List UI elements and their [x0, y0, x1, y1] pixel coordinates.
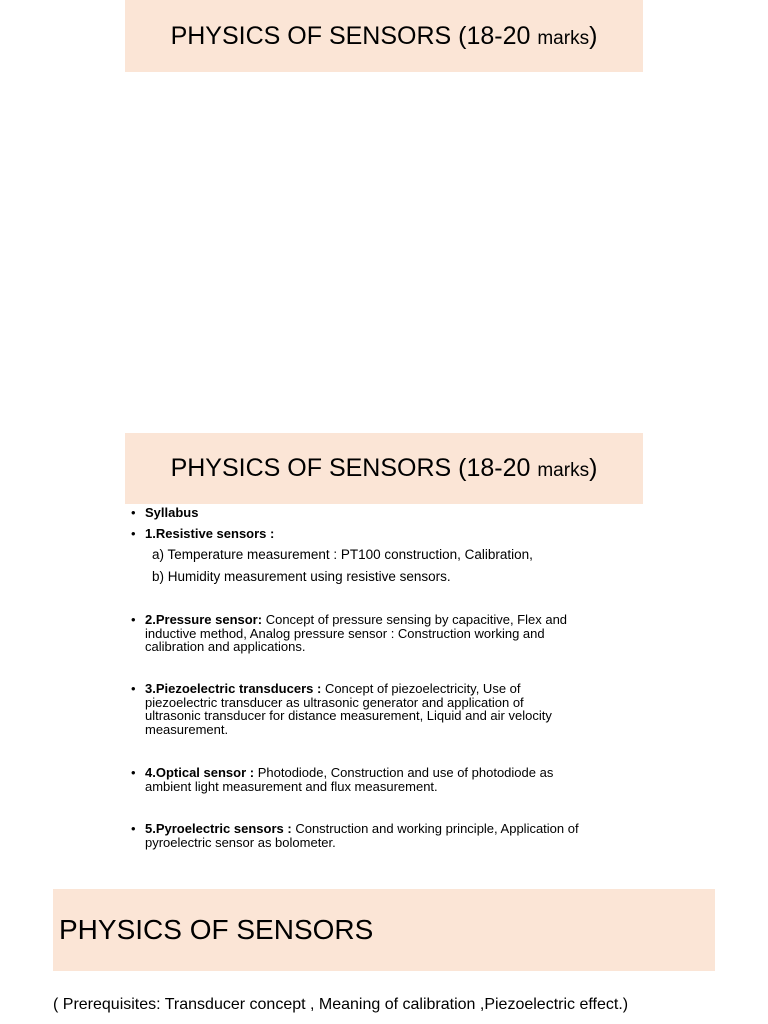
item-description-line: pyroelectric sensor as bolometer.	[145, 834, 336, 850]
slide-3	[0, 889, 768, 1024]
syllabus-item-pressure-sensor	[145, 613, 567, 654]
item-description-line: calibration and applications.	[145, 639, 306, 654]
item-label: 2.Pressure sensor:	[145, 612, 263, 627]
item-description-line	[145, 613, 567, 627]
item-description-line	[145, 822, 579, 836]
item-description-text: Construction and working principle, Application of	[295, 821, 579, 836]
slide-2-title-marks: marks	[537, 460, 590, 481]
syllabus-heading-label: Syllabus	[145, 505, 199, 520]
item-description-line: piezoelectric transducer as ultrasonic generator and application of	[145, 694, 524, 710]
item-label: 5.Pyroelectric sensors :	[145, 821, 292, 836]
item-description-line: ambient light measurement and flux measurement.	[145, 778, 438, 794]
slide-1	[0, 0, 768, 433]
slide-2-title-close: )	[589, 454, 598, 482]
slide-1-title-banner	[125, 0, 643, 72]
slide-3-title-banner	[53, 889, 715, 971]
syllabus-item-piezoelectric-transducers	[145, 682, 552, 736]
item-description-text: Photodiode, Construction and use of photodiode as	[257, 765, 554, 780]
item-label: 3.Piezoelectric transducers :	[145, 681, 322, 696]
syllabus-item-pyroelectric-sensors	[145, 822, 579, 849]
slide-2-title-banner	[125, 433, 643, 504]
slide-1-title	[171, 22, 598, 51]
item-description-line: measurement.	[145, 721, 229, 737]
slide-2-title	[171, 454, 598, 483]
item-label: 4.Optical sensor :	[145, 765, 255, 780]
slide-2	[0, 433, 768, 889]
syllabus-item-resistive-sensors	[145, 527, 274, 541]
slide-1-title-main: PHYSICS OF SENSORS (18-20	[170, 21, 538, 50]
item-description-line: ultrasonic transducer for distance measurement, Liquid and air velocity	[145, 708, 552, 723]
syllabus-heading	[145, 506, 198, 520]
item-description-line	[145, 682, 552, 696]
item-description-line	[145, 766, 553, 780]
item-label: 1.Resistive sensors :	[145, 526, 275, 541]
item-description-text: Concept of piezoelectricity, Use of	[324, 681, 521, 696]
prerequisites-text: ( Prerequisites: Transducer concept , Meaning of calibration ,Piezoelectric effect.)	[53, 996, 629, 1013]
syllabus-item-optical-sensor	[145, 766, 553, 793]
slide-1-title-close: )	[589, 21, 598, 50]
item-description-text: Concept of pressure sensing by capacitive, Flex and	[265, 612, 568, 627]
slide-2-title-main: PHYSICS OF SENSORS (18-20	[170, 454, 538, 482]
slide-3-title: PHYSICS OF SENSORS	[59, 914, 374, 945]
syllabus-subitem-temperature: a) Temperature measurement : PT100 construction, Calibration,	[152, 547, 533, 562]
syllabus-subitem-humidity: b) Humidity measurement using resistive sensors.	[152, 569, 451, 584]
slide-1-title-marks: marks	[537, 27, 590, 49]
item-description-line: inductive method, Analog pressure sensor : Construction working and	[145, 625, 545, 641]
